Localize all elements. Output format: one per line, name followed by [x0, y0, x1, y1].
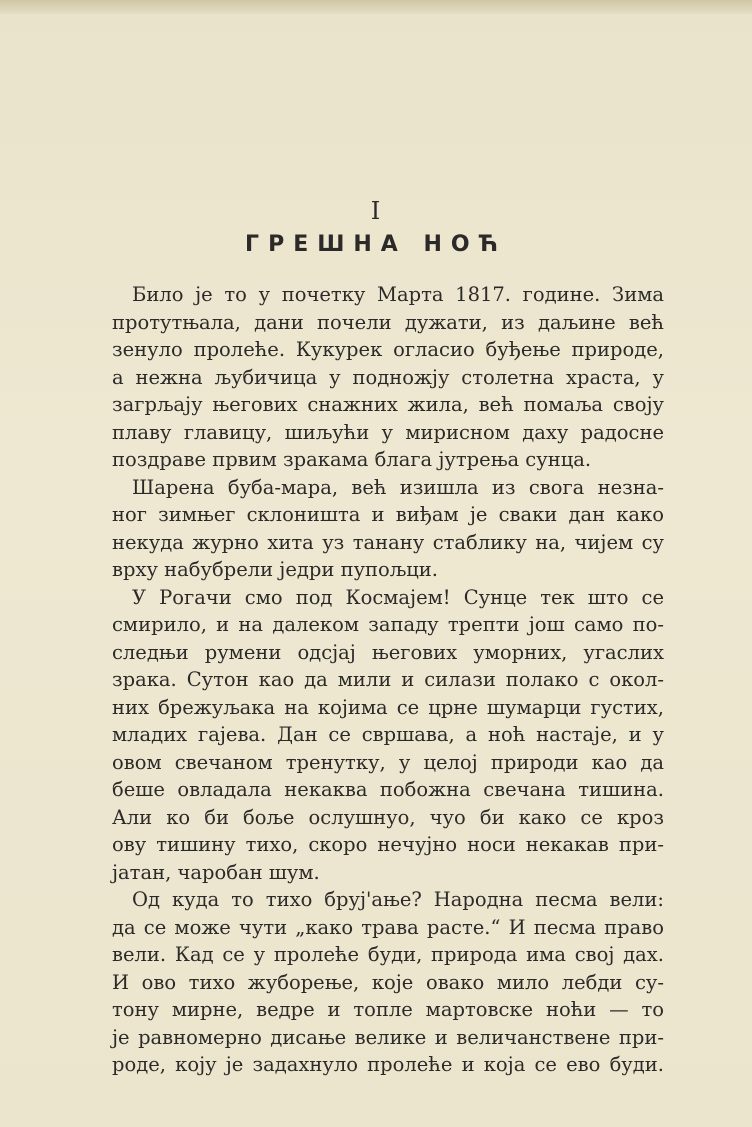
text-line: да се може чути „како трава расте.“ И песма право	[112, 915, 664, 939]
text-line: некуда журно хита уз танану стаблику на, чијем су	[112, 530, 664, 554]
text-line: загрљају његових снажних жила, већ помаља своју	[112, 393, 664, 416]
paragraph	[112, 584, 664, 887]
text-line: зенуло пролеће. Кукурек огласио буђење природе,	[112, 338, 664, 361]
text-line: младих гајева. Дан се свршава, а ноћ настаје, и у	[112, 723, 664, 746]
text-line: Шарена буба-мара, већ изишла из свога незна-	[132, 475, 664, 499]
text-line: овом свечаном тренутку, у целој природи као да	[112, 750, 664, 774]
text-line: У Рогачи смо под Космајем! Сунце тек што се	[132, 585, 664, 609]
text-line: зрака. Сутон као да мили и силази полако с окол-	[112, 668, 664, 691]
text-line: плаву главицу, шиљући у мирисном даху радосне	[112, 420, 664, 444]
text-line: Али ко би боље ослушнуо, чуо би како се кроз	[112, 805, 664, 829]
text-line: је равномерно дисање велике и величанствене при-	[112, 1025, 664, 1049]
text-line: врху набубрели једри пупољци.	[112, 558, 438, 581]
paragraph	[112, 281, 664, 474]
text-line: следњи румени одсјај његових уморних, угаслих	[112, 640, 664, 664]
text-line: тону мирне, ведре и топле мартовске ноћи — то	[112, 998, 664, 1021]
text-line: И ово тихо жуборење, које овако мило лебди су-	[112, 970, 664, 994]
text-line: Од куда то тихо бруј'ање? Народна песма вели:	[132, 888, 664, 911]
text-line: Било је то у почетку Марта 1817. године. Зима	[132, 283, 664, 306]
text-line: вели. Кад се у пролеће буди, природа има свој дах.	[112, 943, 664, 966]
text-line: них брежуљака на којима се црне шумарци густих,	[112, 695, 664, 719]
chapter-number: I	[370, 197, 382, 225]
page-top-edge	[0, 0, 752, 14]
text-line: поздраве првим зракама блага јутрења сунца.	[112, 448, 592, 471]
text-line: беше овладала некаква побожна свечана тишина.	[112, 778, 664, 801]
text-line: смирило, и на далеком западу трепти још само по-	[112, 613, 664, 636]
paragraph	[112, 474, 664, 584]
text-line: а нежна љубичица у подножју столетна храста, у	[112, 365, 664, 389]
text-line: јатан, чаробан шум.	[112, 860, 320, 884]
text-line: ову тишину тихо, скоро нечујно носи некакав при-	[112, 833, 664, 856]
text-line: протутњала, дани почели дужати, из даљине већ	[112, 310, 664, 334]
text-line: роде, коју је задахнуло пролеће и која се ево буди.	[112, 1053, 664, 1076]
paragraph	[112, 886, 664, 1079]
chapter-body	[112, 281, 664, 1079]
text-line: ног зимњег склоништа и виђам је сваки дан како	[112, 503, 664, 526]
chapter-title: ГРЕШНА НОЋ	[245, 232, 507, 257]
